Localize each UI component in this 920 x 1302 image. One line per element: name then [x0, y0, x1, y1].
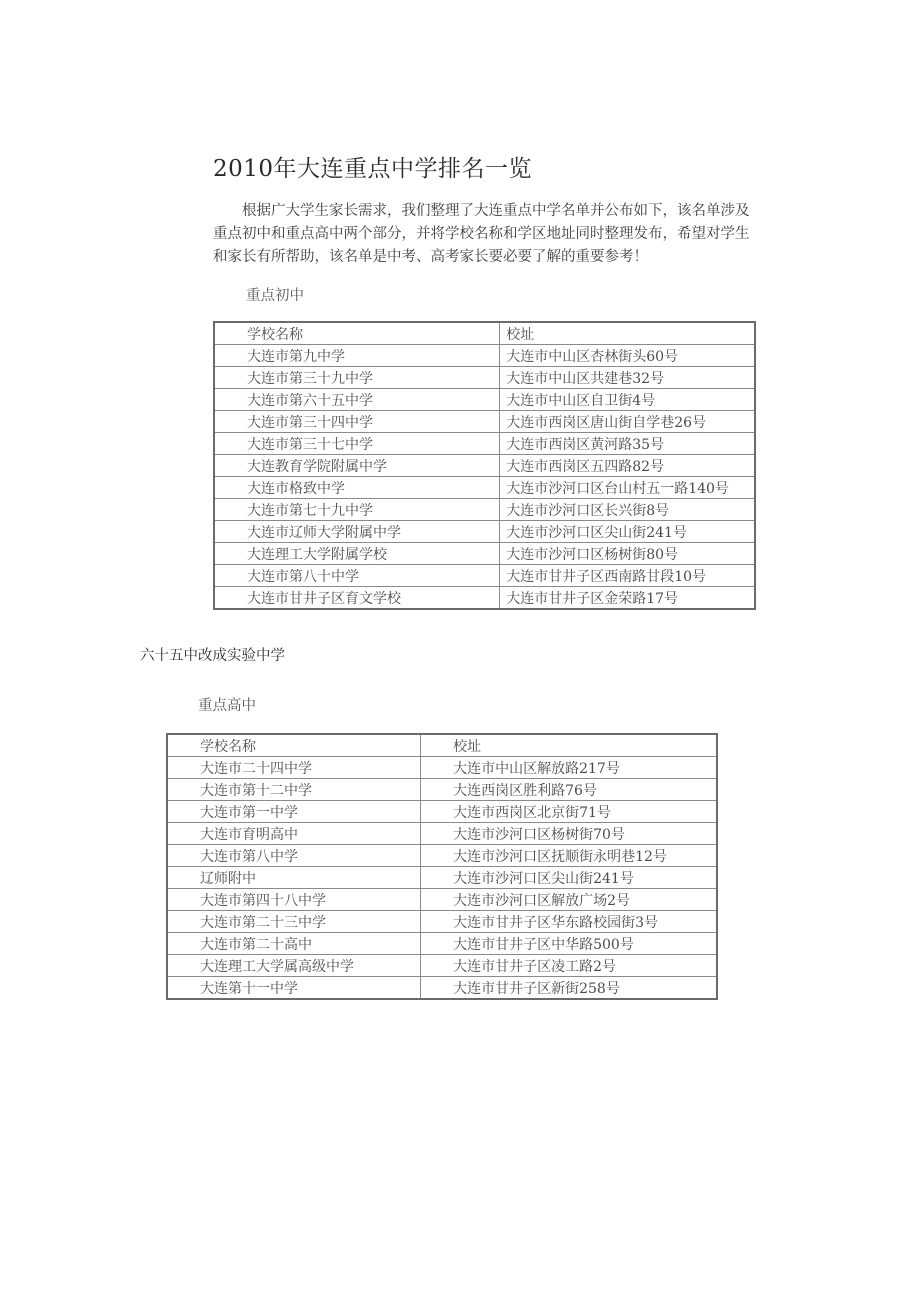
- school-address-cell: 大连市中山区杏林街头60号: [500, 345, 755, 367]
- school-name-cell: 大连市第三十七中学: [214, 433, 500, 455]
- junior-heading: 重点初中: [246, 288, 304, 304]
- school-address-cell: 大连市甘井子区西南路甘段10号: [500, 565, 755, 587]
- school-address-cell: 大连市西岗区五四路82号: [500, 455, 755, 477]
- school-name-cell: 大连市第十二中学: [167, 779, 421, 801]
- school-address-cell: 大连市中山区解放路217号: [421, 757, 717, 779]
- table-row: [214, 455, 755, 477]
- school-address-cell: 大连市甘井子区凌工路2号: [421, 955, 717, 977]
- school-address-cell: 大连市沙河口区尖山街241号: [421, 867, 717, 889]
- column-header-name: 学校名称: [214, 322, 500, 345]
- school-name-cell: 大连市甘井子区育文学校: [214, 587, 500, 610]
- table-row: [167, 757, 717, 779]
- table-header-row: [167, 734, 717, 757]
- school-name-cell: 大连市第三十四中学: [214, 411, 500, 433]
- school-address-cell: 大连市甘井子区华东路校园街3号: [421, 911, 717, 933]
- school-name-cell: 大连市格致中学: [214, 477, 500, 499]
- table-row: [167, 977, 717, 1000]
- school-address-cell: 大连市沙河口区杨树街70号: [421, 823, 717, 845]
- table-row: [214, 411, 755, 433]
- table-row: [214, 367, 755, 389]
- table-row: [214, 499, 755, 521]
- school-address-cell: 大连市沙河口区长兴街8号: [500, 499, 755, 521]
- school-name-cell: 大连市第八中学: [167, 845, 421, 867]
- school-name-cell: 大连市第七十九中学: [214, 499, 500, 521]
- senior-heading: 重点高中: [198, 698, 256, 714]
- table-row: [167, 955, 717, 977]
- school-name-cell: 大连市第六十五中学: [214, 389, 500, 411]
- school-address-cell: 大连市沙河口区抚顺街永明巷12号: [421, 845, 717, 867]
- school-address-cell: 大连市甘井子区新街258号: [421, 977, 717, 1000]
- table-row: [167, 911, 717, 933]
- school-name-cell: 大连市第二十高中: [167, 933, 421, 955]
- school-name-cell: 大连市第九中学: [214, 345, 500, 367]
- table-row: [214, 587, 755, 610]
- school-name-cell: 大连市第三十九中学: [214, 367, 500, 389]
- school-name-cell: 大连理工大学属高级中学: [167, 955, 421, 977]
- school-address-cell: 大连市沙河口区杨树街80号: [500, 543, 755, 565]
- school-address-cell: 大连市沙河口区尖山街241号: [500, 521, 755, 543]
- school-name-cell: 大连第十一中学: [167, 977, 421, 1000]
- intro-paragraph: 根据广大学生家长需求，我们整理了大连重点中学名单并公布如下，该名单涉及重点初中和重点高中两个部分，并将学校名称和学区地址同时整理发布，希望对学生和家长有所帮助，该名单是中考、高考家长要必要了解的重要参考！: [213, 203, 750, 265]
- junior-school-table: [213, 321, 756, 610]
- school-name-cell: 大连教育学院附属中学: [214, 455, 500, 477]
- senior-school-table: [166, 733, 718, 1000]
- school-name-cell: 大连市第四十八中学: [167, 889, 421, 911]
- note-text: 六十五中改成实验中学: [140, 648, 285, 664]
- school-address-cell: 大连市西岗区唐山街自学巷26号: [500, 411, 755, 433]
- school-name-cell: 大连市辽师大学附属中学: [214, 521, 500, 543]
- table-row: [214, 477, 755, 499]
- table-row: [167, 779, 717, 801]
- table-row: [214, 521, 755, 543]
- school-address-cell: 大连市甘井子区金荣路17号: [500, 587, 755, 610]
- school-address-cell: 大连市中山区自卫街4号: [500, 389, 755, 411]
- table-row: [167, 845, 717, 867]
- school-name-cell: 大连市育明高中: [167, 823, 421, 845]
- page-title: 2010年大连重点中学排名一览: [213, 156, 533, 182]
- school-name-cell: 大连市第一中学: [167, 801, 421, 823]
- table-header-row: [214, 322, 755, 345]
- table-row: [214, 345, 755, 367]
- school-address-cell: 大连市西岗区黄河路35号: [500, 433, 755, 455]
- table-row: [167, 889, 717, 911]
- table-row: [214, 389, 755, 411]
- column-header-address: 校址: [421, 734, 717, 757]
- school-address-cell: 大连市中山区共建巷32号: [500, 367, 755, 389]
- column-header-address: 校址: [500, 322, 755, 345]
- school-name-cell: 大连市第八十中学: [214, 565, 500, 587]
- table-row: [214, 433, 755, 455]
- table-row: [214, 565, 755, 587]
- school-address-cell: 大连市西岗区北京街71号: [421, 801, 717, 823]
- school-address-cell: 大连西岗区胜利路76号: [421, 779, 717, 801]
- table-row: [167, 933, 717, 955]
- school-address-cell: 大连市沙河口区台山村五一路140号: [500, 477, 755, 499]
- table-row: [167, 823, 717, 845]
- column-header-name: 学校名称: [167, 734, 421, 757]
- school-address-cell: 大连市甘井子区中华路500号: [421, 933, 717, 955]
- table-row: [167, 801, 717, 823]
- table-row: [214, 543, 755, 565]
- school-name-cell: 大连理工大学附属学校: [214, 543, 500, 565]
- school-name-cell: 大连市二十四中学: [167, 757, 421, 779]
- school-name-cell: 辽师附中: [167, 867, 421, 889]
- school-name-cell: 大连市第二十三中学: [167, 911, 421, 933]
- school-address-cell: 大连市沙河口区解放广场2号: [421, 889, 717, 911]
- table-row: [167, 867, 717, 889]
